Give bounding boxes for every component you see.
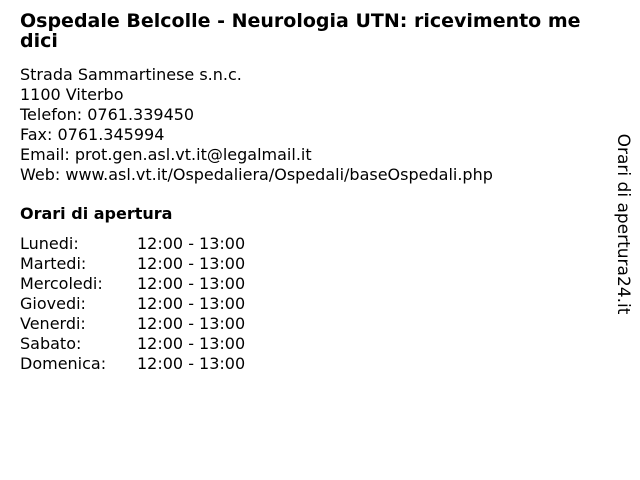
address-block bbox=[20, 65, 493, 185]
time-range: 12:00 - 13:00 bbox=[137, 294, 246, 313]
fax: Fax: 0761.345994 bbox=[20, 125, 165, 144]
time-range: 12:00 - 13:00 bbox=[137, 274, 246, 293]
site-watermark bbox=[610, 133, 636, 315]
watermark-text: Orari di apertura24.it bbox=[613, 133, 633, 315]
website: Web: www.asl.vt.it/Ospedaliera/Ospedali/baseOspedali.php bbox=[20, 165, 493, 184]
day-label: Mercoledi: bbox=[20, 274, 103, 293]
day-label: Venerdi: bbox=[20, 314, 86, 333]
time-range: 12:00 - 13:00 bbox=[137, 254, 246, 273]
street-address: Strada Sammartinese s.n.c. bbox=[20, 65, 242, 84]
phone: Telefon: 0761.339450 bbox=[20, 105, 195, 124]
time-range: 12:00 - 13:00 bbox=[137, 354, 246, 373]
day-label: Domenica: bbox=[20, 354, 107, 373]
page-title: Ospedale Belcolle - Neurologia UTN: ricevimento medici bbox=[20, 10, 581, 52]
day-label: Giovedi: bbox=[20, 294, 86, 313]
time-range: 12:00 - 13:00 bbox=[137, 314, 246, 333]
city: 1100 Viterbo bbox=[20, 85, 124, 104]
day-label: Sabato: bbox=[20, 334, 82, 353]
opening-hours-heading: Orari di apertura bbox=[20, 204, 173, 223]
day-label: Lunedi: bbox=[20, 234, 79, 253]
day-label: Martedi: bbox=[20, 254, 87, 273]
time-range: 12:00 - 13:00 bbox=[137, 234, 246, 253]
email: Email: prot.gen.asl.vt.it@legalmail.it bbox=[20, 145, 312, 164]
time-range: 12:00 - 13:00 bbox=[137, 334, 246, 353]
